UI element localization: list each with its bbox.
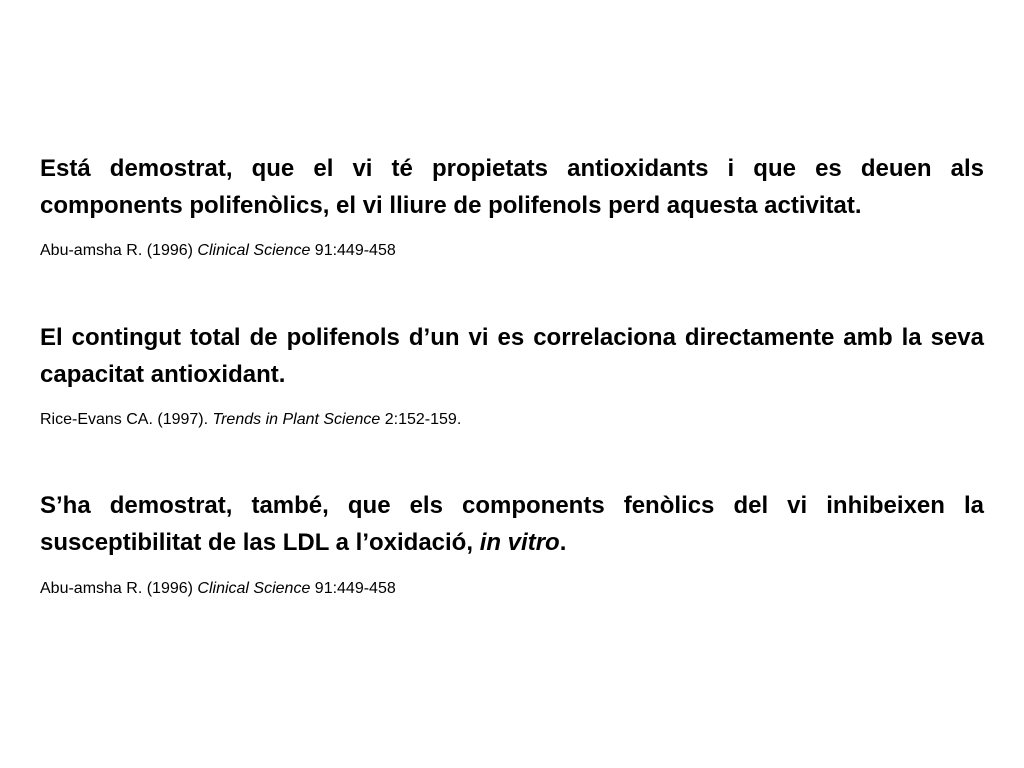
citation [40,579,984,599]
citation-journal: Clinical Science [197,580,311,597]
claim-block-1 [40,150,984,261]
slide-content [40,150,984,599]
claim-text-italic: in vitro [479,529,560,556]
citation-reference: 2:152-159. [380,411,462,428]
citation [40,410,984,430]
citation-reference: 91:449-458 [310,580,396,597]
citation-author: Abu-amsha R. (1996) [40,580,198,597]
citation [40,241,984,261]
claim-text: El contingut total de polifenols d’un vi es correlaciona directamente amb la seva capacitat antioxidant. [40,324,984,388]
claim-text [40,487,984,561]
claim-block-3 [40,487,984,599]
claim-text-end: . [559,529,567,556]
claim-text: Está demostrat, que el vi té propietats antioxidants i que es deuen als components polifenòlics, el vi lliure de polifenols perd aquesta activitat. [40,155,984,219]
claim-text-main: S’ha demostrat, també, que els components fenòlics del vi inhibeixen la susceptibilitat de las LDL a l’oxidació, [40,492,984,556]
citation-reference: 91:449-458 [310,242,396,259]
citation-journal: Clinical Science [197,242,311,259]
citation-journal: Trends in Plant Science [212,411,381,428]
citation-author: Rice-Evans CA. (1997). [40,411,213,428]
citation-author: Abu-amsha R. (1996) [40,242,198,259]
claim-block-2 [40,319,984,430]
